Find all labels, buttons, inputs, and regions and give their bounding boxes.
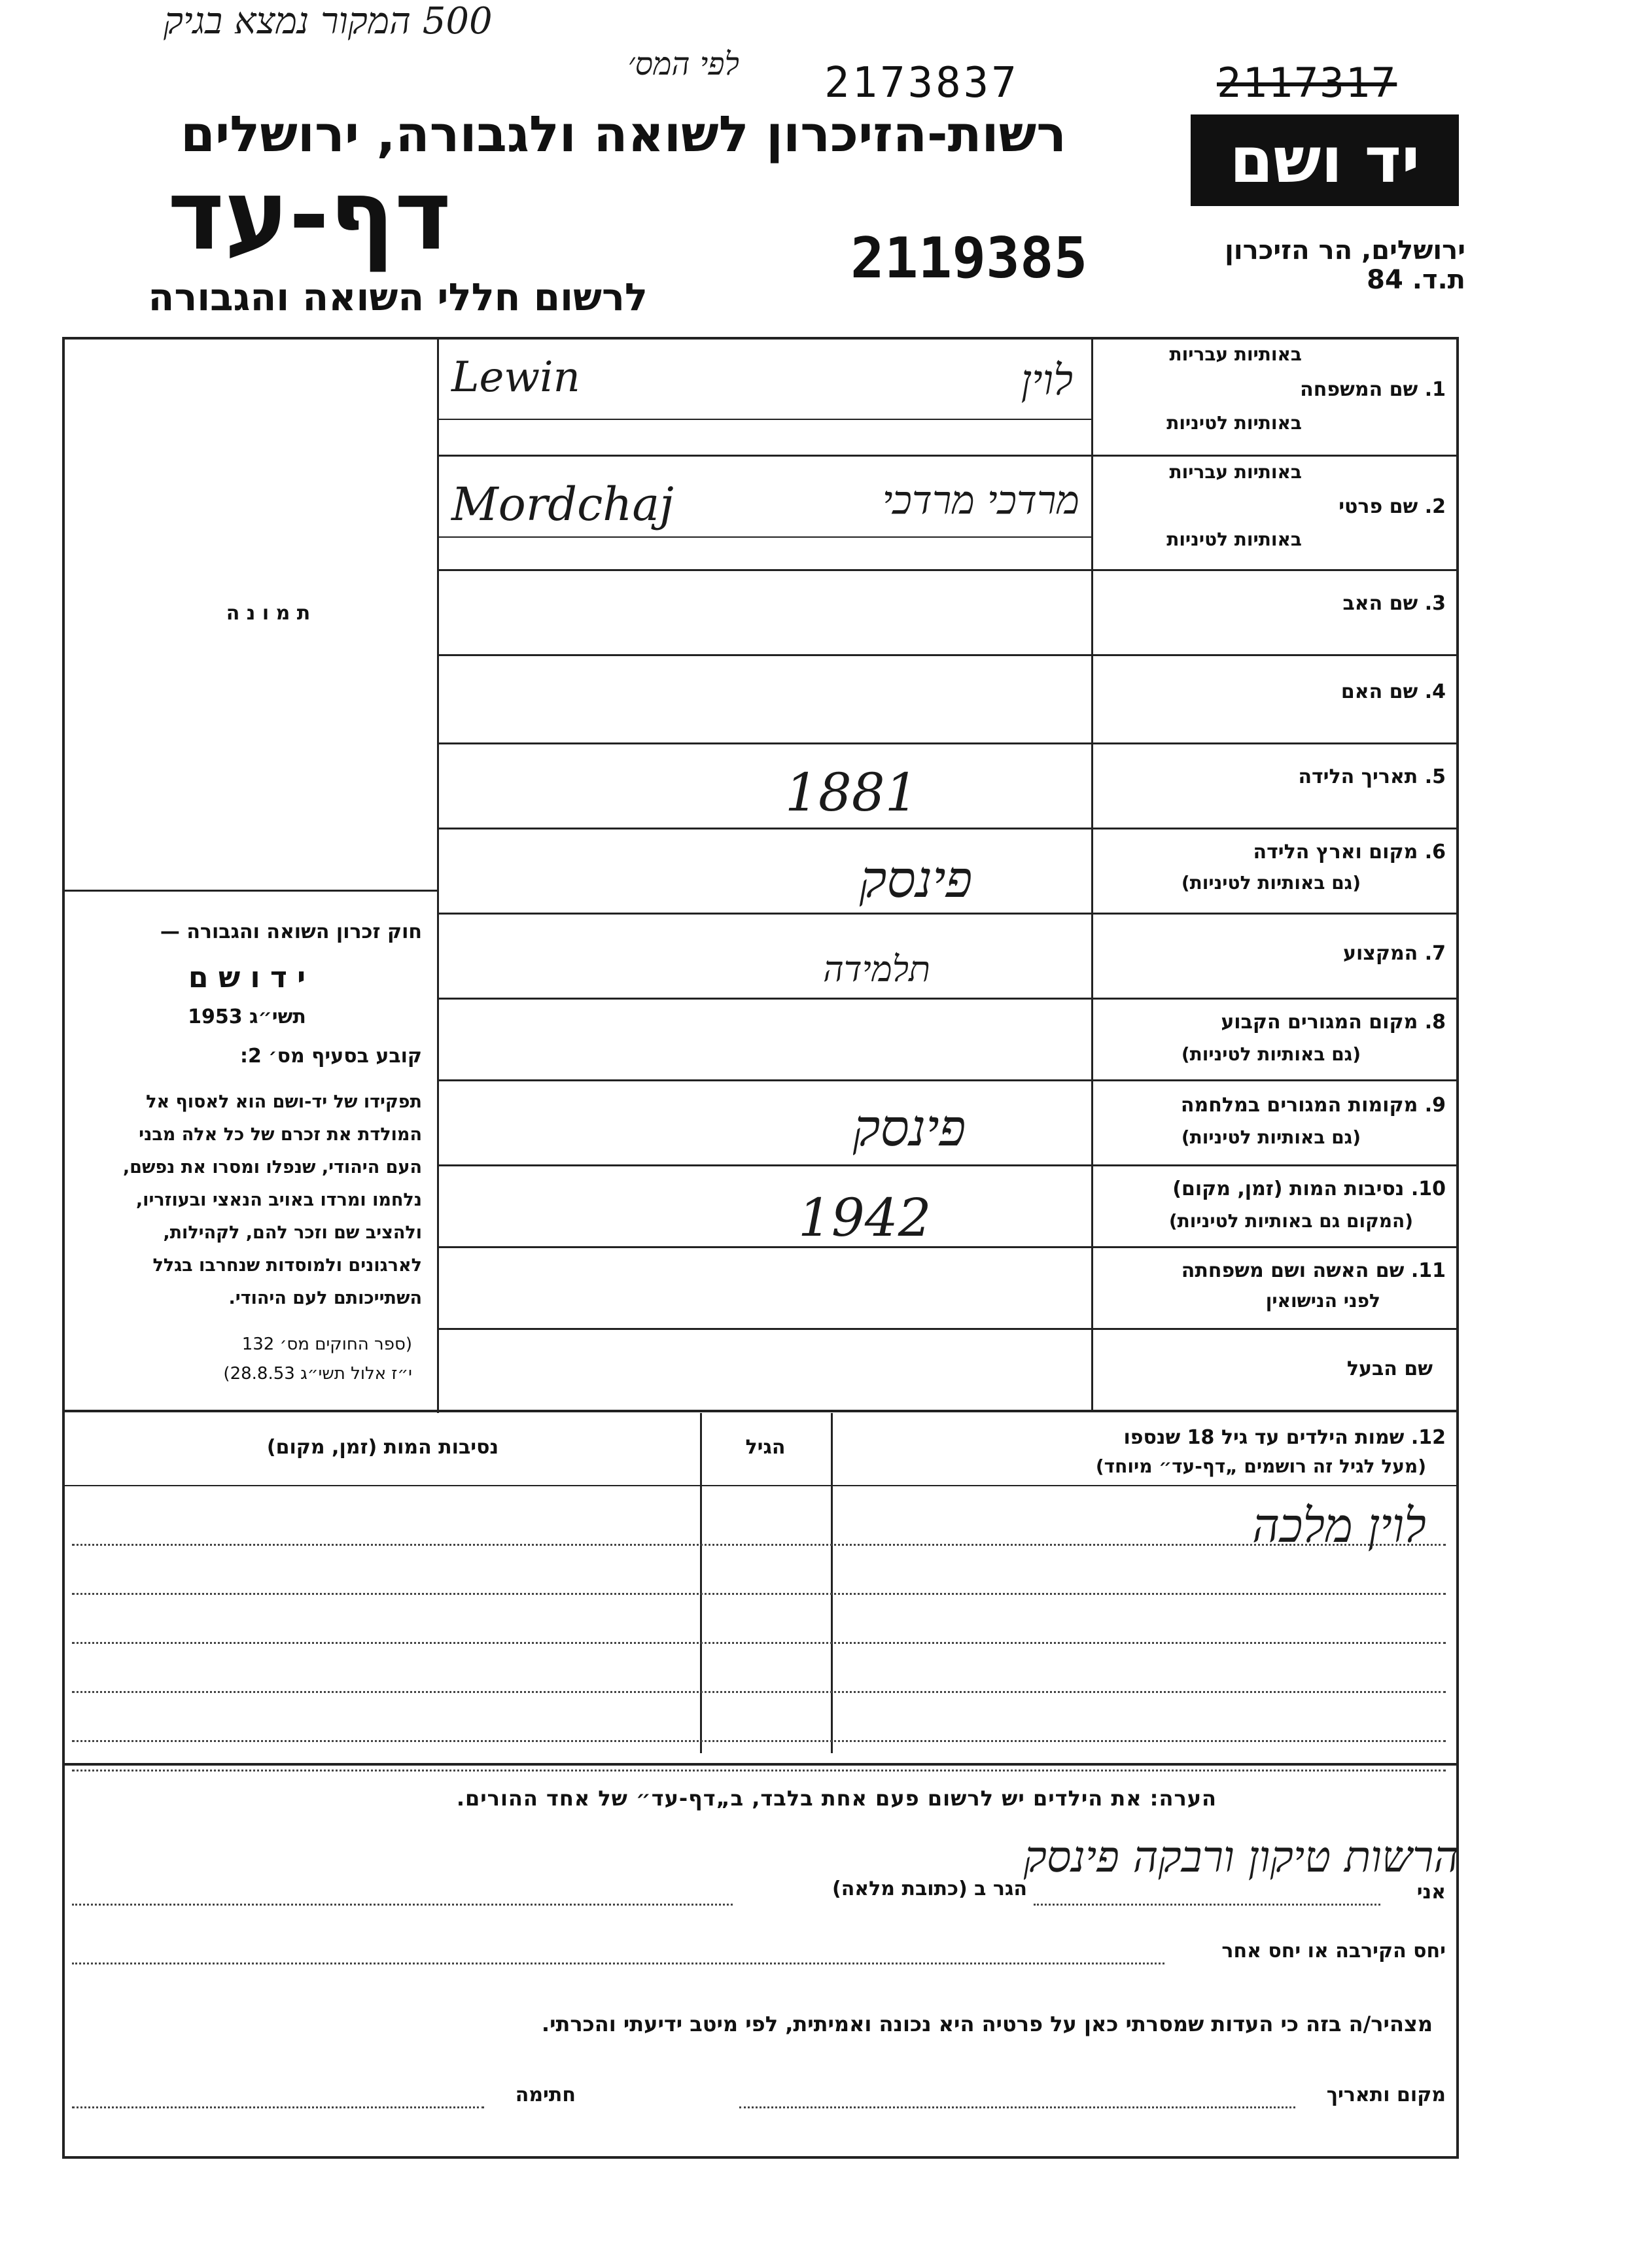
label-mother-name: 4. שם האם [1340, 680, 1446, 703]
value-first-name-latin: Mordchaj [451, 478, 674, 531]
label-husband-name: שם הבעל [1346, 1357, 1433, 1380]
address-line-1: ירושלים, הר הזיכרון [1225, 236, 1465, 266]
children-label: 12. שמות הילדים עד גיל 18 שנספו [1123, 1426, 1446, 1449]
upper-section-bottom [62, 1410, 1459, 1412]
label-birth-place: 6. מקום וארץ הלידה [1253, 841, 1446, 864]
label-permanent-residence: 8. מקום המגורים הקבוע [1221, 1011, 1446, 1034]
law-line-2: המולדת את זכרם של כל אלה מבני [139, 1125, 422, 1145]
address-line-2: ת.ד. 84 [1367, 265, 1465, 295]
declarant-ani: אני [1416, 1881, 1446, 1904]
declarant-name: הרשות טיקון ורבקה פינסק [1023, 1832, 1459, 1882]
law-line-4: נלחמו ומרדו באויב הנאצי ובעוזריו, [135, 1190, 422, 1210]
handwritten-archive-note: 500 המקור נמצא בגיק [164, 0, 493, 43]
value-wartime-residence: פינסק [852, 1099, 966, 1158]
form-subtitle: לרשום חללי השואה והגבורה [148, 275, 648, 319]
law-line-5: ולהציב שם וזכר להם, לקהילות, [163, 1223, 422, 1243]
value-death-year: 1942 [798, 1187, 932, 1248]
relation-line [72, 1963, 1164, 1964]
row-8-bottom [437, 1079, 1459, 1081]
place-date-label: מקום ותאריך [1326, 2084, 1446, 2106]
note-text: הערה: את הילדים יש לרשום פעם אחת בלבד, ב„דף-עד״ של אחד ההורים. [456, 1786, 1217, 1811]
hint-latin-1: באותיות לטיניות [1166, 412, 1302, 434]
divider-label [1091, 337, 1093, 1410]
value-birth-date: 1881 [785, 762, 918, 823]
row-7-bottom [437, 998, 1459, 1000]
hint-wartime-residence: (גם באותיות לטיניות) [1181, 1126, 1361, 1148]
law-line-1: תפקידו של יד-ושם הוא לאסוף אל [146, 1092, 422, 1112]
hint-birth-place: (גם באותיות לטיניות) [1181, 872, 1361, 894]
law-ref-2: י״ז אלול תשי״ג 28.8.53) [223, 1364, 412, 1384]
row-5-bottom [437, 828, 1459, 829]
label-first-name: 2. שם פרטי [1338, 495, 1446, 518]
law-box-right [437, 890, 439, 1413]
children-death-header: נסיבות המות (זמן, מקום) [266, 1436, 499, 1459]
row-11-bottom [437, 1328, 1459, 1330]
signature-line [72, 2106, 484, 2108]
child-1-name: לוין מלכה [1252, 1498, 1426, 1553]
law-line-3: העם היהודי, שנפלו ומסרו את נפשם, [122, 1157, 422, 1178]
children-row-3 [72, 1642, 1446, 1644]
place-date-line [739, 2106, 1295, 2108]
authority-title: רשות-הזיכרון לשואה ולגבורה, ירושלים [181, 105, 1066, 163]
law-line-7: השתייכותם לעם היהודי. [228, 1288, 422, 1308]
children-row-4 [72, 1691, 1446, 1693]
hint-hebrew-1: באותיות עבריות [1169, 343, 1302, 365]
hint-hebrew-2: באותיות עבריות [1169, 461, 1302, 483]
children-hint: (מעל לגיל זה רושמים „דף-עד״ מיוחד) [1095, 1456, 1426, 1477]
hint-wife-name: לפני הנישואין [1265, 1290, 1380, 1312]
row-1-bottom [437, 455, 1459, 457]
label-wife-name: 11. שם האשה ושם משפחתה [1181, 1259, 1446, 1282]
row-4-bottom [437, 742, 1459, 744]
children-age-header: הגיל [745, 1436, 786, 1459]
logo-text: יד ושם [1229, 124, 1420, 197]
law-clause: קובע בסעיף מס׳ 2: [239, 1045, 422, 1068]
declarant-address-line [72, 1904, 733, 1906]
law-line-6: לארגונים ולמוסדות שנחרבו בגלל [152, 1255, 422, 1276]
label-death-circumstances: 10. נסיבות המות (זמן, מקום) [1172, 1178, 1446, 1200]
children-age-divider-left [831, 1413, 833, 1753]
form-title: דף-עד [167, 159, 451, 271]
photo-label: ת מ ו נ ה [226, 602, 311, 625]
children-section-bottom-dotted [72, 1770, 1446, 1771]
children-section-bottom [62, 1763, 1459, 1766]
value-profession: תלמידה [823, 949, 930, 990]
declarant-address-label: הגר ב (כתובת מלאה) [831, 1877, 1027, 1900]
stamped-number-center: 2119385 [850, 226, 1088, 291]
label-birth-date: 5. תאריך הלידה [1298, 765, 1446, 788]
stamped-number-right: 2117317 [1217, 59, 1397, 107]
label-wartime-residence: 9. מקומות המגורים במלחמה [1180, 1094, 1446, 1117]
handwritten-sub-note: לפי המס׳ [627, 46, 739, 82]
signature-label: חתימה [515, 2084, 576, 2106]
row-9-bottom [437, 1164, 1459, 1166]
law-name: י ד ו ש ם [188, 961, 306, 994]
declaration-text: מצהיר/ה בזה כי העדות שמסרתי כאן על פרטיה היא נכונה ואמיתית, לפי מיטב ידיעתי והכרתי. [541, 2012, 1433, 2036]
children-row-1 [72, 1544, 1446, 1546]
row-10-bottom [437, 1246, 1459, 1248]
row-2-split [437, 536, 1091, 538]
hint-latin-2: באותיות לטיניות [1166, 529, 1302, 550]
value-birth-place: פינסק [859, 850, 973, 909]
stamped-number-top: 2173837 [824, 59, 1019, 107]
law-year: תשי״ג 1953 [188, 1005, 306, 1028]
value-first-name-hebrew: מרדכי מרדכי [882, 478, 1079, 523]
law-title: חוק זכרון השואה והגבורה — [160, 920, 422, 943]
children-age-divider-right [700, 1413, 702, 1753]
hint-permanent-residence: (גם באותיות לטיניות) [1181, 1043, 1361, 1065]
children-header-bottom [62, 1485, 1459, 1486]
row-2-bottom [437, 569, 1459, 571]
row-3-bottom [437, 654, 1459, 656]
row-1-split [437, 419, 1091, 420]
label-father-name: 3. שם האב [1342, 592, 1446, 615]
value-surname-latin: Lewin [451, 353, 580, 402]
photo-box-bottom [62, 890, 438, 892]
declarant-name-line [1034, 1904, 1380, 1906]
law-ref-1: (ספר החוקים מס׳ 132 [241, 1335, 412, 1354]
children-row-5 [72, 1740, 1446, 1742]
yad-vashem-logo [1191, 114, 1459, 206]
row-6-bottom [437, 913, 1459, 915]
label-surname: 1. שם המשפחה [1300, 378, 1446, 401]
hint-death-circumstances: (המקום גם באותיות לטיניות) [1168, 1210, 1413, 1232]
children-row-2 [72, 1593, 1446, 1595]
relation-label: יחס הקירבה או יחס אחר [1221, 1940, 1446, 1963]
label-profession: 7. המקצוע [1343, 942, 1446, 965]
value-surname-hebrew: לוין [1021, 357, 1073, 405]
